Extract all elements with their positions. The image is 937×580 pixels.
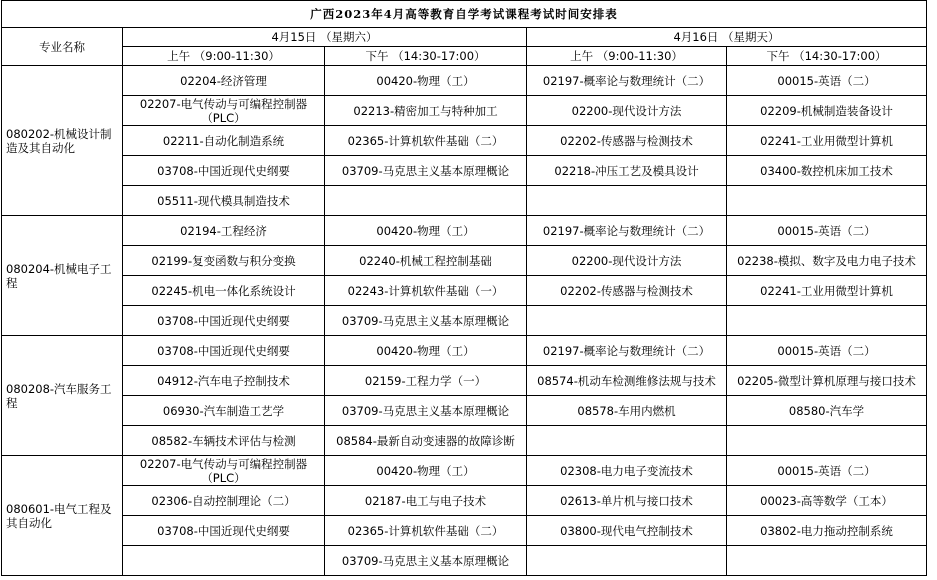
course-cell: 02200-现代设计方法: [527, 246, 727, 276]
course-cell: 02365-计算机软件基础（二）: [325, 126, 527, 156]
course-cell: 03709-马克思主义基本原理概论: [325, 396, 527, 426]
table-row: [2, 306, 927, 336]
date-header-day1: 4月15日 （星期六）: [123, 28, 527, 47]
table-row: [2, 426, 927, 456]
sheet-margin: [927, 0, 937, 580]
course-cell: [527, 546, 727, 576]
table-row: [2, 396, 927, 426]
course-cell: 00420-物理（工）: [325, 456, 527, 486]
session-row: [2, 47, 927, 66]
course-cell: 00420-物理（工）: [325, 66, 527, 96]
course-cell: [727, 306, 927, 336]
table-row: [2, 216, 927, 246]
course-cell: 08578-车用内燃机: [527, 396, 727, 426]
course-cell: 03400-数控机床加工技术: [727, 156, 927, 186]
table-row: [2, 546, 927, 576]
course-cell: 02207-电气传动与可编程控制器（PLC）: [123, 456, 325, 486]
table-row: [2, 516, 927, 546]
course-cell: [727, 546, 927, 576]
course-cell: 02308-电力电子变流技术: [527, 456, 727, 486]
session-header-day1-pm: 下午 （14:30-17:00）: [325, 47, 527, 66]
course-cell: 00015-英语（二）: [727, 216, 927, 246]
table-row: [2, 276, 927, 306]
table-row: [2, 66, 927, 96]
table-row: [2, 336, 927, 366]
schedule-table: [1, 0, 927, 576]
course-cell: 02245-机电一体化系统设计: [123, 276, 325, 306]
course-cell: 02241-工业用微型计算机: [727, 126, 927, 156]
course-cell: 02204-经济管理: [123, 66, 325, 96]
course-cell: [123, 546, 325, 576]
course-cell: 02213-精密加工与特种加工: [325, 96, 527, 126]
course-cell: 02197-概率论与数理统计（二）: [527, 216, 727, 246]
course-cell: 02613-单片机与接口技术: [527, 486, 727, 516]
course-cell: 02243-计算机软件基础（一）: [325, 276, 527, 306]
session-header-day1-am: 上午 （9:00-11:30）: [123, 47, 325, 66]
table-row: [2, 246, 927, 276]
course-cell: [527, 306, 727, 336]
major-header: 专业名称: [2, 28, 123, 66]
course-cell: 03708-中国近现代史纲要: [123, 306, 325, 336]
course-cell: 02306-自动控制理论（二）: [123, 486, 325, 516]
page-title: 广西2023年4月高等教育自学考试课程考试时间安排表: [2, 1, 927, 28]
course-cell: 00420-物理（工）: [325, 336, 527, 366]
course-cell: [727, 426, 927, 456]
course-cell: 00015-英语（二）: [727, 66, 927, 96]
table-row: [2, 486, 927, 516]
course-cell: 02218-冲压工艺及模具设计: [527, 156, 727, 186]
course-cell: 03800-现代电气控制技术: [527, 516, 727, 546]
major-name: 080202-机械设计制造及其自动化: [2, 66, 123, 216]
course-cell: 08582-车辆技术评估与检测: [123, 426, 325, 456]
course-cell: 03708-中国近现代史纲要: [123, 156, 325, 186]
course-cell: 02238-模拟、数字及电力电子技术: [727, 246, 927, 276]
course-cell: 00015-英语（二）: [727, 456, 927, 486]
course-cell: 02365-计算机软件基础（二）: [325, 516, 527, 546]
course-cell: 02240-机械工程控制基础: [325, 246, 527, 276]
table-row: [2, 96, 927, 126]
course-cell: 02197-概率论与数理统计（二）: [527, 66, 727, 96]
date-header-day2: 4月16日 （星期天）: [527, 28, 927, 47]
course-cell: 02202-传感器与检测技术: [527, 126, 727, 156]
course-cell: 02207-电气传动与可编程控制器（PLC）: [123, 96, 325, 126]
major-name: 080601-电气工程及其自动化: [2, 456, 123, 576]
course-cell: 02197-概率论与数理统计（二）: [527, 336, 727, 366]
course-cell: 08580-汽车学: [727, 396, 927, 426]
course-cell: 02194-工程经济: [123, 216, 325, 246]
course-cell: 03709-马克思主义基本原理概论: [325, 156, 527, 186]
course-cell: 08584-最新自动变速器的故障诊断: [325, 426, 527, 456]
course-cell: 04912-汽车电子控制技术: [123, 366, 325, 396]
course-cell: [527, 426, 727, 456]
table-row: [2, 186, 927, 216]
course-cell: 03708-中国近现代史纲要: [123, 336, 325, 366]
course-cell: 03709-马克思主义基本原理概论: [325, 306, 527, 336]
session-header-day2-am: 上午 （9:00-11:30）: [527, 47, 727, 66]
course-cell: 06930-汽车制造工艺学: [123, 396, 325, 426]
course-cell: 03802-电力拖动控制系统: [727, 516, 927, 546]
course-cell: 02159-工程力学（一）: [325, 366, 527, 396]
session-header-day2-pm: 下午 （14:30-17:00）: [727, 47, 927, 66]
major-name: 080204-机械电子工程: [2, 216, 123, 336]
course-cell: 02241-工业用微型计算机: [727, 276, 927, 306]
course-cell: 08574-机动车检测维修法规与技术: [527, 366, 727, 396]
course-cell: 05511-现代模具制造技术: [123, 186, 325, 216]
table-row: [2, 156, 927, 186]
title-row: [2, 1, 927, 28]
course-cell: 02211-自动化制造系统: [123, 126, 325, 156]
course-cell: [727, 186, 927, 216]
course-cell: 00420-物理（工）: [325, 216, 527, 246]
course-cell: 03709-马克思主义基本原理概论: [325, 546, 527, 576]
course-cell: 02187-电工与电子技术: [325, 486, 527, 516]
course-cell: 02200-现代设计方法: [527, 96, 727, 126]
date-row: [2, 28, 927, 47]
course-cell: 02205-微型计算机原理与接口技术: [727, 366, 927, 396]
course-cell: 02199-复变函数与积分变换: [123, 246, 325, 276]
course-cell: 00015-英语（二）: [727, 336, 927, 366]
course-cell: 02202-传感器与检测技术: [527, 276, 727, 306]
table-row: [2, 456, 927, 486]
course-cell: 02209-机械制造装备设计: [727, 96, 927, 126]
table-row: [2, 126, 927, 156]
course-cell: 03708-中国近现代史纲要: [123, 516, 325, 546]
table-row: [2, 366, 927, 396]
major-name: 080208-汽车服务工程: [2, 336, 123, 456]
course-cell: [325, 186, 527, 216]
course-cell: 00023-高等数学（工本）: [727, 486, 927, 516]
course-cell: [527, 186, 727, 216]
